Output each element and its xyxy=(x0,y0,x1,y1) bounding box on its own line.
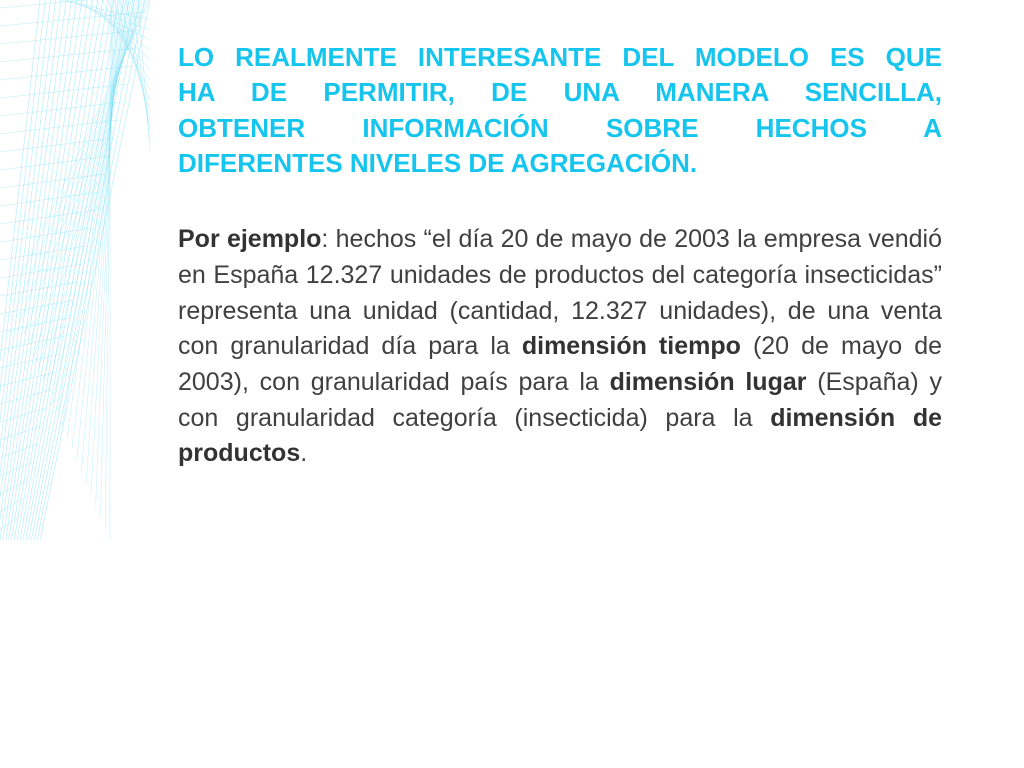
example-lead: Por ejemplo xyxy=(178,225,322,254)
heading-line: OBTENER INFORMACIÓN SOBRE HECHOS A xyxy=(178,112,942,143)
heading-line: DIFERENTES NIVELES DE AGREGACIÓN. xyxy=(178,148,698,179)
paragraph-text: . xyxy=(300,439,308,468)
dimension-products: dimensión de productos xyxy=(178,403,943,468)
heading-line: LO REALMENTE INTERESANTE DEL MODELO ES QUE xyxy=(178,42,942,72)
wireframe-mesh-decoration xyxy=(0,0,150,560)
slide-content xyxy=(178,40,942,472)
heading-line: HA DE PERMITIR, DE UNA MANERA SENCILLA, xyxy=(178,77,942,108)
dimension-time: dimensión tiempo xyxy=(521,332,741,361)
dimension-place: dimensión lugar xyxy=(609,368,807,396)
paragraph-text: : hechos “el día 20 de mayo de 2003 la empresa vendió en España 12.327 unidades de productos del categoría insecticidas” representa una unidad (cantidad, 12.327 unidades), de una venta con granularidad día para la xyxy=(178,225,942,361)
slide-heading xyxy=(178,40,942,181)
example-paragraph xyxy=(178,222,942,471)
paragraph-text: (España) y con granularidad categoría (insecticida) para la xyxy=(178,368,942,432)
paragraph-text: (20 de mayo de 2003), con granularidad país para la xyxy=(178,332,943,396)
